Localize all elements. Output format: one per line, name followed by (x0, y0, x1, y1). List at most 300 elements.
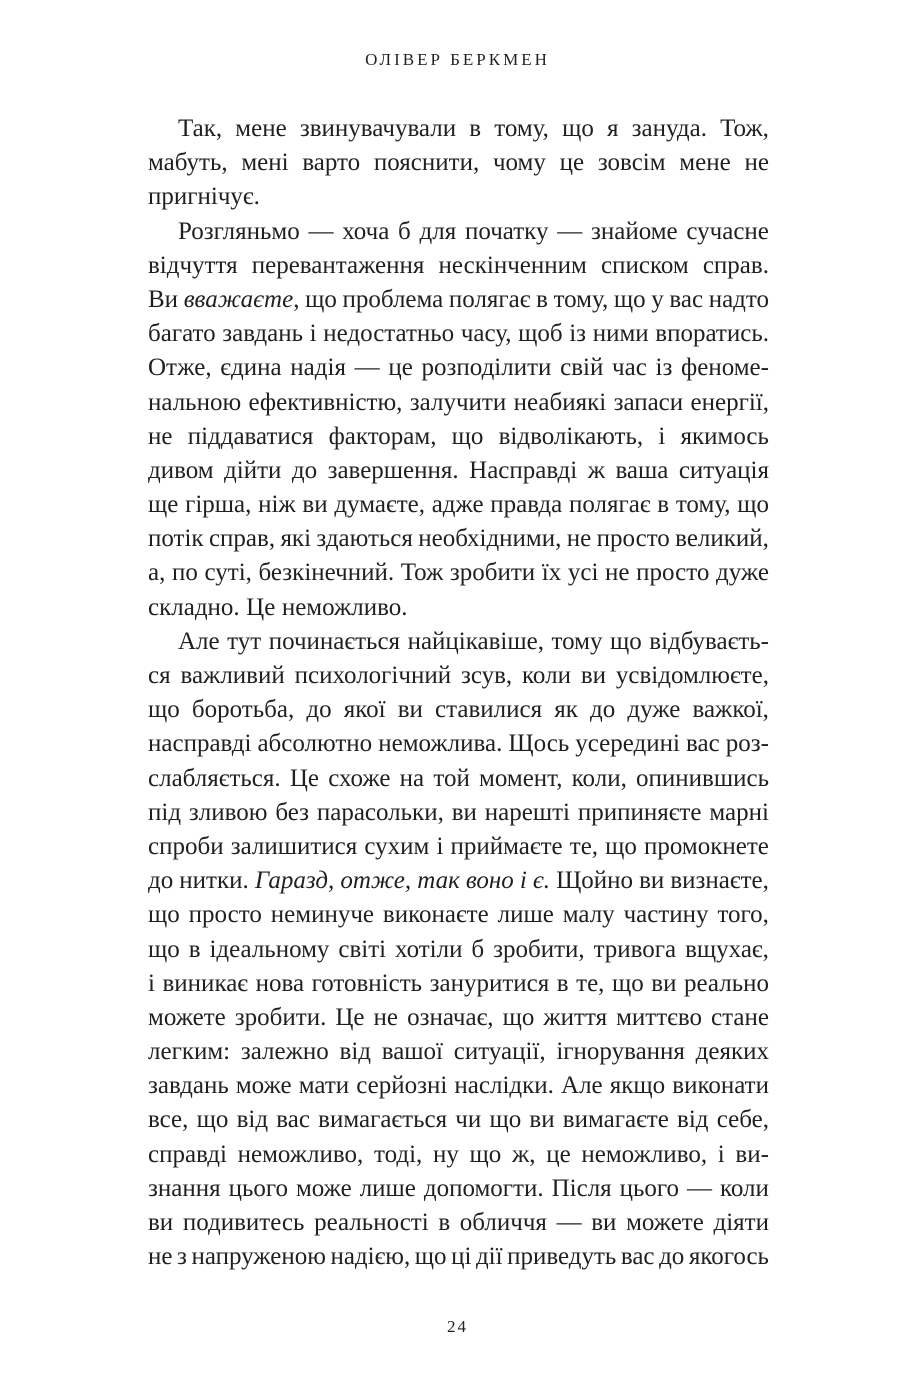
word: не (373, 1003, 399, 1031)
word: б (398, 217, 411, 245)
word: сухим (364, 832, 430, 860)
word: потік (148, 525, 204, 553)
word: без (275, 798, 309, 826)
word: свій (560, 354, 604, 382)
word: це (559, 149, 585, 177)
word: реальності (314, 1209, 429, 1236)
word: великий, (675, 525, 769, 553)
word: і (658, 422, 666, 450)
word: необхідними, (418, 525, 562, 553)
word: в (438, 1209, 451, 1236)
word: опинившись (636, 764, 769, 792)
word: що (502, 1003, 535, 1031)
word: гірша, (185, 491, 252, 519)
word: допомогти. (423, 1174, 544, 1202)
word: тут (227, 627, 262, 655)
word: і (717, 1140, 725, 1168)
word: ви (148, 1209, 174, 1236)
word: лише (359, 1174, 416, 1202)
word: що (609, 627, 642, 655)
word: що (148, 935, 180, 963)
word: якої (343, 696, 386, 724)
text-line (148, 898, 769, 932)
word: схоже (328, 764, 391, 792)
word: ви (451, 798, 477, 826)
word: якогось (688, 1243, 769, 1271)
word: тому (551, 627, 603, 655)
word: у (651, 285, 664, 313)
word: Щойно (556, 867, 634, 895)
word: світі (338, 935, 387, 963)
word: ж (587, 456, 605, 484)
word: пояснити, (373, 149, 480, 177)
word: якщо (609, 1072, 666, 1100)
word: залежно (240, 1038, 329, 1066)
word: ся (148, 662, 171, 689)
word: залишитися (230, 832, 358, 860)
word: так (417, 867, 460, 895)
word: ви (639, 867, 665, 895)
word: може (235, 1072, 292, 1100)
word: безкінечний. (258, 559, 395, 587)
word: припиняєте (577, 798, 702, 826)
word: початку (464, 217, 549, 245)
word: що (605, 832, 637, 860)
body-text (148, 112, 769, 1274)
word: і (519, 867, 527, 895)
word: від (339, 1038, 371, 1066)
word: мене (679, 149, 731, 177)
running-head: ОЛІВЕР БЕРКМЕН (365, 50, 550, 69)
word: слабляється. (148, 764, 281, 792)
page-number: 24 (447, 1317, 468, 1336)
word: те, (576, 969, 605, 997)
word: насправді (148, 730, 252, 758)
word: якимось (680, 422, 769, 450)
word: що (611, 969, 644, 997)
word: не (744, 149, 769, 177)
word: діяти (713, 1209, 769, 1236)
word: наслідки. (454, 1072, 554, 1100)
word: — (354, 354, 380, 382)
word: найцікавіше, (407, 627, 544, 655)
word: сучасне (686, 217, 769, 245)
word: не (566, 525, 592, 553)
word: Але (178, 627, 220, 655)
text-line (148, 659, 769, 693)
word: дивом (148, 456, 214, 484)
word: запаси (613, 388, 684, 416)
word: надія (290, 354, 346, 382)
word: зовсім (597, 149, 666, 177)
word: ніж (258, 491, 296, 519)
text-line (148, 180, 769, 214)
word: зсув, (460, 662, 513, 689)
word: ефективністю, (248, 388, 403, 416)
word: не (148, 422, 173, 450)
word: ставилися (435, 696, 543, 724)
word: все, (148, 1106, 189, 1134)
text-line (148, 1001, 769, 1035)
word: нарешті (484, 798, 570, 826)
text-line (148, 215, 769, 249)
word: того, (717, 901, 769, 929)
word: важливий (180, 662, 285, 689)
word: напруженою (191, 1243, 326, 1271)
word: тому, (675, 491, 731, 519)
word: неможлива. (378, 730, 503, 758)
word: ці (451, 1243, 472, 1271)
word: пригнічує. (148, 183, 260, 211)
word: промокнете (644, 832, 769, 860)
word: — (687, 1174, 713, 1202)
word: що (613, 285, 646, 313)
word: спроби (148, 832, 224, 860)
text-line (148, 1138, 769, 1172)
word: тому, (494, 115, 549, 142)
word: ви (397, 696, 423, 724)
word: від (677, 1106, 709, 1134)
word: факторам, (328, 422, 437, 450)
word: психологічний (294, 662, 452, 689)
word: в (469, 115, 482, 142)
word: що (469, 1140, 502, 1168)
word: ви- (735, 1140, 769, 1168)
word: приймаєте (450, 832, 563, 860)
word: справді (148, 1140, 227, 1168)
word: щоб (518, 320, 563, 348)
word: чому (492, 149, 546, 177)
word: справ. (702, 251, 769, 279)
word: впоратись. (655, 320, 769, 348)
word: що (196, 1106, 229, 1134)
word: полягає (568, 491, 651, 519)
word: просто (636, 559, 710, 587)
word: абсолютно (257, 730, 373, 758)
word: недостатньо (323, 320, 455, 348)
word: є. (532, 867, 550, 895)
word: надто (708, 285, 769, 313)
word: здаються (316, 525, 413, 553)
word: ви (651, 969, 677, 997)
word: боротьба, (191, 696, 295, 724)
word: багато (148, 320, 216, 348)
word: справ, (208, 525, 276, 553)
word: Це (289, 764, 320, 792)
word: стане (711, 1003, 769, 1031)
word: ситуація (678, 456, 769, 484)
text-line (148, 830, 769, 864)
word: думаєте, (334, 491, 425, 519)
word: знання (148, 1174, 221, 1202)
word: це (388, 354, 413, 382)
word: мене (235, 115, 287, 142)
word: дії (475, 1243, 503, 1271)
word: Так, (178, 115, 223, 142)
word: вважаєте, (183, 285, 300, 313)
word: і (148, 969, 155, 997)
word: часу, (460, 320, 512, 348)
text-line (148, 967, 769, 1001)
word: усі (567, 559, 599, 587)
text-line (148, 386, 769, 420)
word: — (557, 217, 583, 245)
word: отже, (340, 867, 412, 895)
word: тоді, (373, 1140, 423, 1168)
word: як (554, 696, 578, 724)
word: нескінченним (438, 251, 587, 279)
text-line (148, 591, 769, 625)
word: малу (562, 901, 615, 929)
word: перевантаження (251, 251, 425, 279)
word: від (236, 1106, 269, 1134)
word: до (659, 1243, 685, 1271)
word: час (612, 354, 647, 382)
word: які (280, 525, 312, 553)
word: до (306, 696, 332, 724)
word: неможливо. (281, 593, 408, 621)
word: Це (335, 1003, 365, 1031)
text-line (148, 1206, 769, 1240)
word: правда (490, 491, 563, 519)
word: проблема (342, 285, 444, 313)
word: визнаєте, (670, 867, 769, 895)
word: тривога (593, 935, 677, 963)
text-line (148, 864, 769, 898)
word: зробити (449, 559, 536, 587)
word: момент, (479, 764, 563, 792)
word: миттєво (616, 1003, 703, 1031)
word: ж, (512, 1140, 536, 1168)
word: вщухає, (685, 935, 769, 963)
text-line (148, 317, 769, 351)
word: до (590, 696, 616, 724)
word: нальною (148, 388, 242, 416)
word: нова (255, 969, 305, 997)
text-line (148, 796, 769, 830)
text-line (148, 693, 769, 727)
word: вимагається (318, 1106, 448, 1134)
word: Гаразд, (254, 867, 335, 895)
word: що (737, 491, 769, 519)
word: суті, (204, 559, 252, 587)
word: можете (148, 1003, 226, 1031)
word: я (606, 115, 619, 142)
word: подивитесь (182, 1209, 305, 1236)
word: дійти (224, 456, 282, 484)
text-line (148, 762, 769, 796)
word: починається (268, 627, 401, 655)
word: виникає (162, 969, 249, 997)
word: для (419, 217, 457, 245)
word: воно (465, 867, 514, 895)
word: ще (148, 491, 179, 519)
text-line (148, 625, 769, 659)
word: хоча (342, 217, 390, 245)
word: обличчя (459, 1209, 547, 1236)
word: із (569, 320, 587, 348)
word: Після (551, 1174, 612, 1202)
word: по (171, 559, 198, 587)
word: знайоме (590, 217, 678, 245)
word: що (489, 1106, 522, 1134)
text-line (148, 1035, 769, 1069)
word: виконаєте (382, 901, 489, 929)
word: в (556, 969, 569, 997)
word: життя (543, 1003, 608, 1031)
word: розподілити (421, 354, 552, 382)
word: і (309, 320, 317, 348)
word: зробити, (493, 935, 585, 963)
word: — (556, 1209, 582, 1236)
word: цього (619, 1174, 680, 1202)
word: зливою (188, 798, 268, 826)
word: надією, (330, 1243, 411, 1271)
word: вас (669, 285, 704, 313)
text-line (148, 454, 769, 488)
word: вашої (381, 1038, 444, 1066)
word: неминуче (270, 901, 375, 929)
word: нитки. (179, 867, 249, 895)
word: вас (620, 1243, 655, 1271)
word: ігнорування (556, 1038, 685, 1066)
text-line (148, 933, 769, 967)
word: зробити. (234, 1003, 327, 1031)
text-line (148, 556, 769, 590)
word: роз- (725, 730, 769, 758)
word: серйозні (356, 1072, 448, 1100)
word: мати (298, 1072, 350, 1100)
word: що (451, 422, 484, 450)
word: б (471, 935, 485, 963)
text-line (148, 1240, 769, 1274)
word: в (188, 935, 201, 963)
word: ви (580, 662, 607, 689)
word: коли (720, 1174, 769, 1202)
word: готовність (311, 969, 423, 997)
word: неабиякі (513, 388, 607, 416)
word: на (399, 764, 425, 792)
word: із (655, 354, 673, 382)
word: не (605, 559, 630, 587)
word: парасольки, (316, 798, 444, 826)
word: легким: (148, 1038, 231, 1066)
text-line (148, 1103, 769, 1137)
word: коли, (571, 764, 627, 792)
word: вас (276, 1106, 310, 1134)
text-line (148, 249, 769, 283)
word: усередині (575, 730, 680, 758)
word: дуже (627, 696, 681, 724)
word: лише (497, 901, 554, 929)
word: в (657, 491, 670, 519)
word: неможливо, (237, 1140, 364, 1168)
word: піддаватися (187, 422, 314, 450)
text-line (148, 727, 769, 761)
word: мабуть, (148, 149, 228, 177)
word: приведуть (507, 1243, 617, 1271)
word: списком (601, 251, 689, 279)
word: вимагаєте (562, 1106, 669, 1134)
word: відволікають, (498, 422, 644, 450)
word: ідеальному (209, 935, 330, 963)
word: марні (709, 798, 769, 826)
word: залучити (409, 388, 507, 416)
word: складно. (148, 593, 240, 621)
word: виконати (672, 1072, 769, 1100)
word: деяких (695, 1038, 769, 1066)
word: частину (623, 901, 709, 929)
word: дуже (715, 559, 769, 587)
word: чи (455, 1106, 482, 1134)
word: що (305, 285, 337, 313)
text-line (148, 351, 769, 385)
word: реально (684, 969, 769, 997)
text-line (148, 112, 769, 146)
word: завдань (222, 320, 303, 348)
word: їх (541, 559, 562, 587)
word: ваша (615, 456, 669, 484)
word: що (562, 115, 594, 142)
word: адже (431, 491, 484, 519)
word: той (433, 764, 470, 792)
text-line (148, 420, 769, 454)
word: себе, (716, 1106, 769, 1134)
word: феноме- (681, 354, 769, 382)
text-line (148, 488, 769, 522)
word: Тож, (720, 115, 769, 142)
word: Отже, (148, 354, 212, 382)
word: варто (302, 149, 361, 177)
word: може (295, 1174, 352, 1202)
text-line (148, 283, 769, 317)
word: хотіли (395, 935, 463, 963)
word: Розгляньмо (178, 217, 300, 245)
word: відбуваєть- (649, 627, 769, 655)
word: тому, (553, 285, 609, 313)
word: Тож (400, 559, 444, 587)
word: те, (569, 832, 599, 860)
word: Це (246, 593, 276, 621)
word: ними (592, 320, 649, 348)
word: і (436, 832, 444, 860)
word: що (414, 1243, 447, 1271)
word: зануда. (631, 115, 707, 142)
word: не (148, 1243, 173, 1271)
word: важкої, (692, 696, 769, 724)
word: в (536, 285, 548, 313)
word: вас (686, 730, 720, 758)
word: це (546, 1140, 571, 1168)
word: завершення. (327, 456, 459, 484)
word: коли (522, 662, 571, 689)
word: до (148, 867, 174, 895)
word: неможливо, (581, 1140, 708, 1168)
word: усвідомлюєте, (615, 662, 769, 689)
word: Але (561, 1072, 603, 1100)
word: а, (148, 559, 166, 587)
text-line (148, 146, 769, 180)
word: відчуття (148, 251, 238, 279)
text-line (148, 522, 769, 556)
word: ви (302, 491, 328, 519)
word: що (148, 901, 180, 929)
word: під (148, 798, 182, 826)
word: цього (228, 1174, 288, 1202)
text-line (148, 1069, 769, 1103)
word: єдина (220, 354, 282, 382)
word: просто (188, 901, 262, 929)
